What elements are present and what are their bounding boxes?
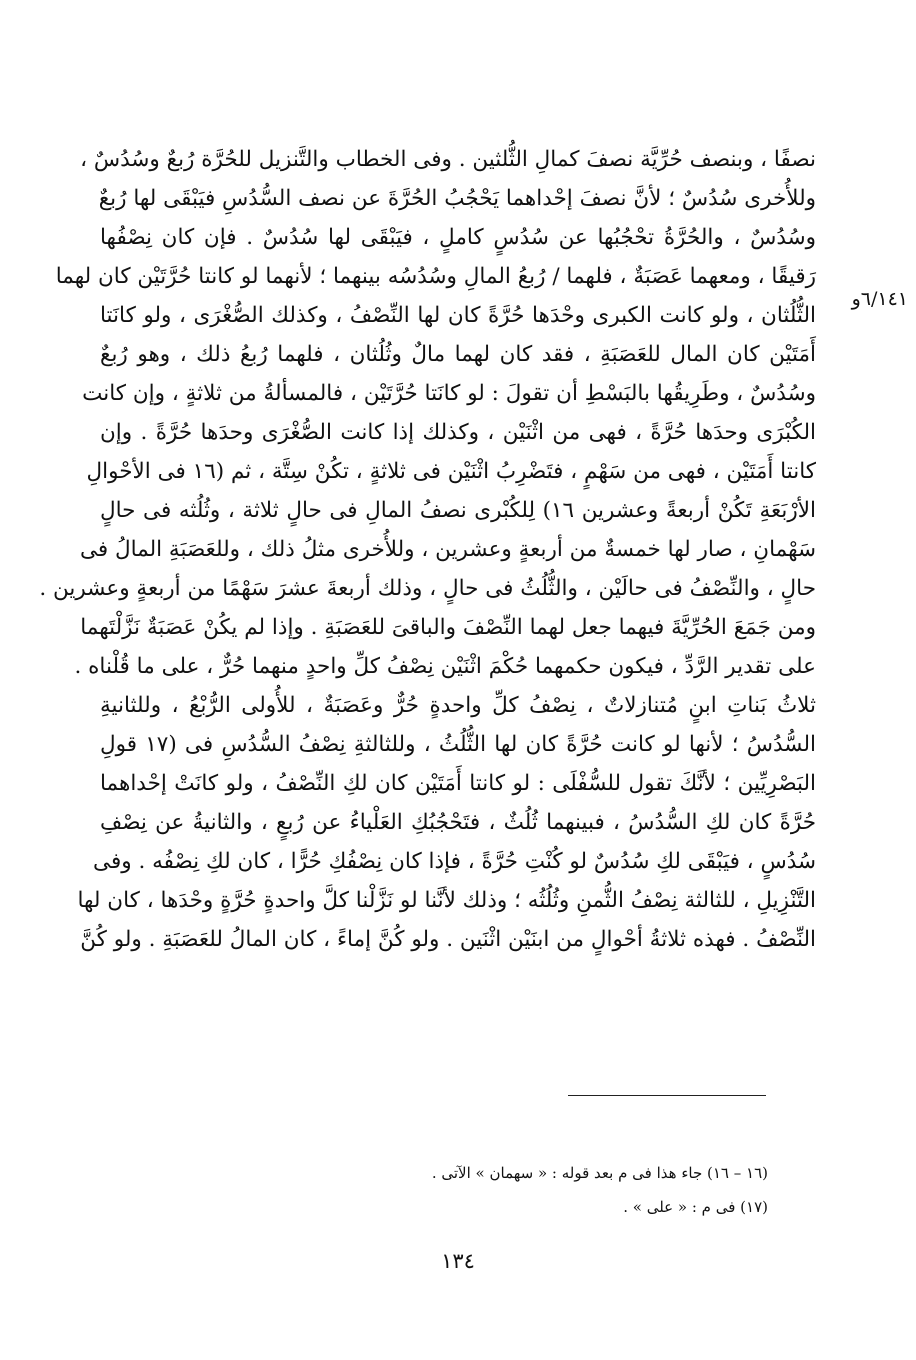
main-text-block: [39, 140, 817, 959]
text-line-3: وسُدُسٌ ، والحُرَّةُ تحْجُبُها عن سُدُسٍ كاملٍ ، فيَبْقَى لها سُدُسٌ . فإن كان نِصْفُها: [100, 225, 816, 250]
footnote-divider: [568, 1095, 766, 1096]
margin-reference: ٦/١٤١و: [851, 288, 908, 310]
text-line-7: وسُدُسٌ ، وطَرِيقُها بالبَسْطِ أن تقولَ : لو كانَتا حُرَّتَيْن ، فالمسألةُ من ثلاثةٍ ، وإن كانت: [82, 381, 816, 406]
text-line-19: سُدُسٍ ، فيَبْقَى لكِ سُدُسٌ لو كُنْتِ حُرَّةً ، فإذا كان نِصْفُكِ حُرًّا ، كان لكِ نِصْفُه . وفى: [93, 849, 816, 874]
footnote-16: (١٦ – ١٦) جاء هذا فى م بعد قوله : « سهمان » الآتى .: [431, 1164, 768, 1182]
text-line-1: نصفًا ، وبنصف حُرِّيَّة نصفَ كمالِ الثُّلثين . وفى الخطاب والتَّنزيل للحُرَّة رُبعٌ وسُدُسٌ ،: [80, 147, 816, 172]
text-line-9: كانتا أَمَتَيْن ، فهى من سَهْمٍ ، فتَضْرِبُ اثْنَيْن فى ثلاثةٍ ، تكُنْ سِتَّة ، ثم (١٦ فى الأحْوالِ: [86, 459, 816, 484]
text-line-6: أَمَتَيْن كان المال للعَصَبَةِ ، فقد كان لهما مالٌ وثُلُثان ، فلهما رُبعُ ذلك ، وهو رُبعٌ: [100, 342, 816, 367]
page-number: ١٣٤: [441, 1249, 475, 1273]
text-line-5: الثُّلُثان ، ولو كانت الكبرى وحْدَها حُرَّةً كان لها النِّصْفُ ، وكذلك الصُّغْرَى ، ولو كانَتا: [100, 303, 816, 328]
text-line-2: وللأُخرى سُدُسٌ ؛ لأنَّ نصفَ إحْداهما يَحْجُبُ الحُرَّةَ عن نصف السُّدُسِ فيَبْقَى لها رُبعٌ: [98, 186, 816, 211]
text-line-21: النِّصْفُ . فهذه ثلاثةُ أحْوالٍ من ابنَيْن اثْنَين . ولو كُنَّ إماءً ، كان المالُ للعَصَبَةِ . ولو كُنَّ: [80, 927, 816, 952]
footnotes-block: [300, 1156, 768, 1224]
text-line-20: التَّنْزِيلِ ، للثالثة نِصْفُ الثُّمنِ وثُلُثُه ؛ وذلك لأنَّنا لو نَزَّلْنا كلَّ واحدةٍ حُرَّةٍ وحْدَها ، كان لها: [77, 888, 816, 913]
text-line-17: البَصْرِيِّين ؛ لأنَّكَ تقول للسُّفْلَى : لو كانتا أَمَتَيْن كان لكِ النِّصْفُ ، ولو كانَتْ إحْداهما: [100, 771, 816, 796]
footnote-17: (١٧) فى م : « على » .: [623, 1198, 768, 1216]
text-line-15: ثلاثُ بَناتِ ابنٍ مُتنازلاتٌ ، نِصْفُ كلِّ واحدةٍ حُرٌّ وعَصَبَةٌ ، للأُولى الرُّبْعُ ، وللثانيةِ: [100, 693, 816, 718]
text-line-10: الأرْبَعَةِ تَكُنْ أربعةً وعشرين ١٦) لِلكُبْرى نصفُ المالِ فى حالٍ ثلاثة ، وثُلُثه فى حالٍ: [100, 498, 816, 523]
text-line-18: حُرَّةً كان لكِ السُّدُسُ ، فبينهما ثُلُثٌ ، فتَحْجُبُكِ العَلْياءُ عن رُبعٍ ، والثانيةُ عن نِصْفِ: [100, 810, 816, 835]
text-line-14: على تقدير الرَّدِّ ، فيكون حكمهما حُكْمَ اثْنَيْن نِصْفُ كلِّ واحدٍ منهما حُرٌّ ، على ما قُلْناه .: [74, 654, 816, 679]
text-line-13: ومن جَمَعَ الحُرِّيَّةَ فيهما جعل لهما النِّصْفَ والباقىَ للعَصَبَةِ . وإذا لم يكُنْ عَصَبَةٌ نَزَّلْتَهما: [80, 615, 816, 640]
text-line-8: الكُبْرَى وحدَها حُرَّةً ، فهى من اثْنَيْن ، وكذلك إذا كانت الصُّغْرَى وحدَها حُرَّةً . وإن: [100, 420, 816, 445]
text-line-11: سَهْمانِ ، صار لها خمسةٌ من أربعةٍ وعشرين ، وللأُخرى مثلُ ذلك ، وللعَصَبَةِ المالُ فى: [79, 537, 816, 562]
text-line-4: رَقيقًا ، ومعهما عَصَبَةٌ ، فلهما / رُبعُ المالِ وسُدُسُه بينهما ؛ لأنهما لو كانتا حُرَّتَيْن كان لهما: [55, 264, 816, 289]
text-line-12: حالٍ ، والنِّصْفُ فى حالَيْن ، والثُّلُثُ فى حالٍ ، وذلك أربعةَ عشرَ سَهْمًا من أربعةٍ وعشرين .: [39, 576, 816, 601]
text-line-16: السُّدُسُ ؛ لأنها لو كانت حُرَّةً كان لها الثُّلُثُ ، وللثالثةِ نِصْفُ السُّدُسِ فى (١٧ قولِ: [100, 732, 817, 757]
